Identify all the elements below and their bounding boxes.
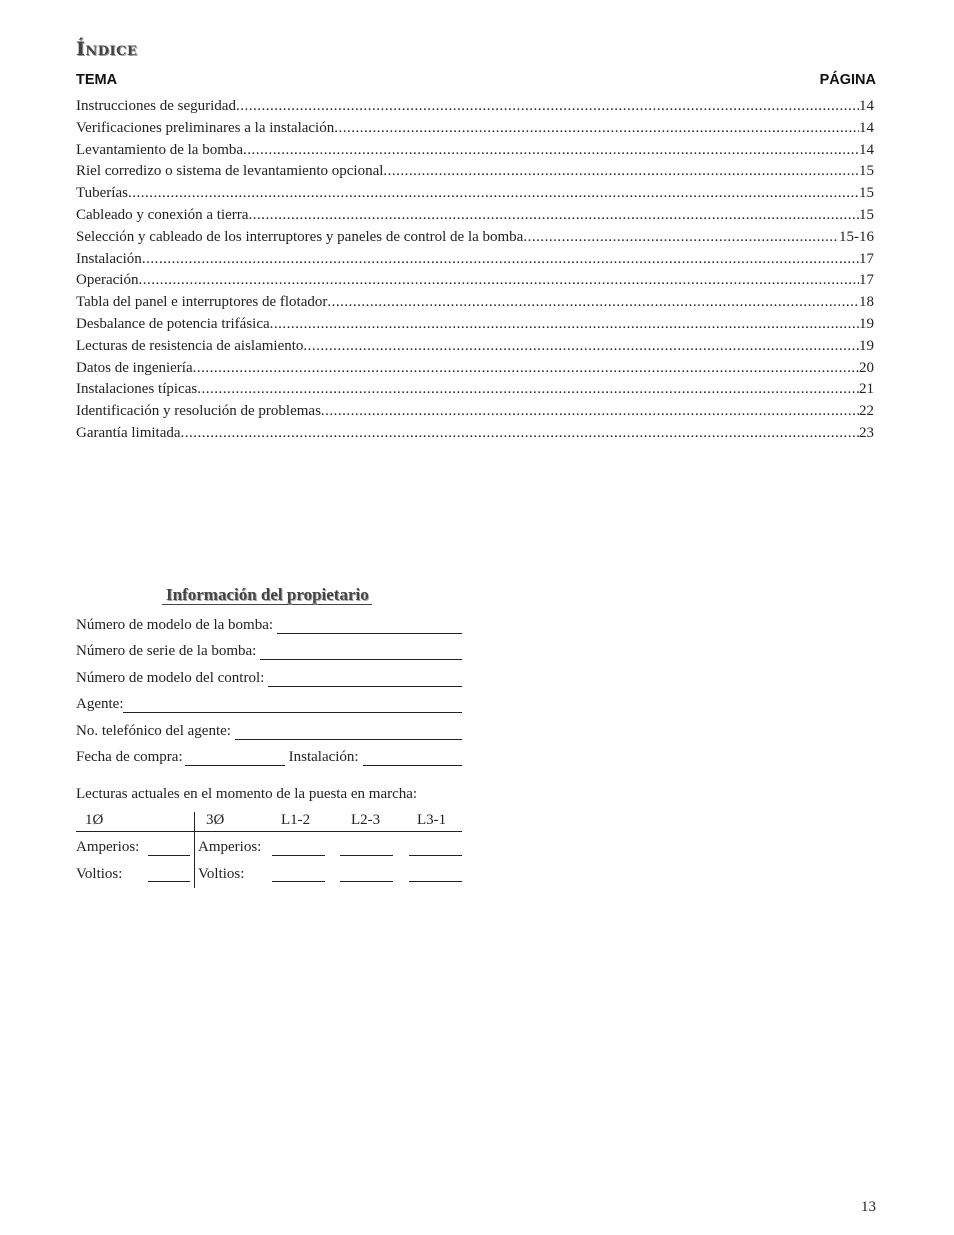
toc-row	[76, 163, 874, 185]
toc-page: 15	[859, 206, 874, 223]
toc-page: 21	[859, 381, 874, 398]
toc-page: 14	[859, 141, 874, 158]
pump-serial-blank[interactable]	[260, 645, 462, 660]
agent-phone-blank[interactable]	[235, 725, 462, 740]
purchase-installation-field	[76, 749, 462, 766]
toc-topic: Tuberías	[76, 185, 128, 202]
pump-model-field	[76, 617, 462, 634]
toc-page: 17	[859, 250, 874, 267]
toc-leader	[270, 316, 859, 333]
pump-serial-label: Número de serie de la bomba:	[76, 643, 257, 659]
toc-header-topic: TEMA	[76, 72, 118, 88]
single-phase-header: 1Ø	[85, 812, 104, 828]
toc-topic: Tabla del panel e interruptores de flotador	[76, 294, 328, 311]
toc-page: 18	[859, 294, 874, 311]
toc-leader	[236, 98, 859, 115]
table-divider-horizontal	[76, 831, 462, 832]
toc-leader	[303, 338, 859, 355]
toc-topic: Cableado y conexión a tierra	[76, 206, 249, 223]
toc-page: 15	[859, 185, 874, 202]
control-model-label: Número de modelo del control:	[76, 670, 265, 686]
toc-leader	[334, 120, 859, 137]
single-phase-amps-blank[interactable]	[148, 855, 190, 856]
toc-leader	[128, 185, 859, 202]
control-model-blank[interactable]	[268, 672, 462, 687]
table-divider-vertical	[194, 812, 195, 888]
toc-row	[76, 142, 874, 164]
toc-leader	[181, 425, 859, 442]
toc-leader	[138, 272, 859, 289]
toc-page: 14	[859, 119, 874, 136]
amps-l2-3-blank[interactable]	[340, 855, 393, 856]
volts-l2-3-blank[interactable]	[340, 881, 393, 882]
toc-page: 15	[859, 163, 874, 180]
toc-row	[76, 294, 874, 316]
toc-page: 17	[859, 272, 874, 289]
toc-leader	[197, 381, 859, 398]
toc-topic: Instrucciones de seguridad	[76, 98, 236, 114]
toc-page: 19	[859, 337, 874, 354]
toc-page: 14	[859, 98, 874, 114]
toc-leader	[327, 294, 859, 311]
agent-label: Agente:	[76, 696, 124, 712]
owner-info-title: Información del propietario	[162, 585, 372, 605]
control-model-field	[76, 670, 462, 687]
toc-row	[76, 272, 874, 294]
toc-topic: Identificación y resolución de problemas	[76, 403, 321, 420]
toc-row	[76, 360, 874, 382]
toc-page: 23	[859, 424, 874, 441]
l3-1-header: L3-1	[417, 812, 447, 828]
toc-page: 19	[859, 315, 874, 332]
toc-topic: Desbalance de potencia trifásica	[76, 315, 270, 332]
toc-row	[76, 185, 874, 207]
toc-leader	[142, 251, 859, 268]
toc-header-page: PÁGINA	[819, 72, 876, 88]
l2-3-header: L2-3	[351, 812, 381, 828]
toc-leader	[523, 229, 839, 246]
three-phase-amps-label: Amperios:	[198, 839, 262, 855]
toc-row	[76, 229, 874, 251]
toc-leader	[383, 163, 859, 180]
volts-l3-1-blank[interactable]	[409, 881, 462, 882]
toc-page: 22	[859, 403, 874, 420]
installation-blank[interactable]	[363, 751, 462, 766]
amps-l1-2-blank[interactable]	[272, 855, 325, 856]
table-of-contents	[76, 98, 874, 447]
page-number: 13	[861, 1199, 876, 1215]
pump-model-blank[interactable]	[277, 619, 462, 634]
toc-page: 20	[859, 359, 874, 376]
pump-serial-field	[76, 643, 462, 660]
toc-topic: Garantía limitada	[76, 424, 181, 441]
amps-l3-1-blank[interactable]	[409, 855, 462, 856]
toc-row	[76, 403, 874, 425]
toc-leader	[193, 360, 859, 377]
toc-row	[76, 120, 874, 142]
purchase-date-blank[interactable]	[185, 751, 285, 766]
toc-row	[76, 316, 874, 338]
toc-page: 15-16	[839, 228, 874, 245]
toc-topic: Selección y cableado de los interruptores y paneles de control de la bomba	[76, 228, 524, 245]
single-phase-amps-label: Amperios:	[76, 839, 140, 855]
l1-2-header: L1-2	[281, 812, 311, 828]
toc-row	[76, 425, 874, 447]
toc-leader	[243, 142, 859, 159]
toc-row	[76, 381, 874, 403]
toc-topic: Operación	[76, 272, 139, 289]
three-phase-header: 3Ø	[206, 812, 225, 828]
agent-field	[76, 696, 462, 713]
three-phase-volts-label: Voltios:	[198, 866, 245, 882]
toc-topic: Lecturas de resistencia de aislamiento	[76, 337, 304, 354]
pump-model-label: Número de modelo de la bomba:	[76, 617, 274, 633]
page-title: Índice	[76, 38, 138, 60]
toc-topic: Verificaciones preliminares a la instalación	[76, 119, 335, 136]
toc-topic: Datos de ingeniería	[76, 359, 193, 376]
readings-label: Lecturas actuales en el momento de la puesta en marcha:	[76, 786, 418, 802]
toc-row	[76, 98, 874, 120]
agent-blank[interactable]	[123, 698, 462, 713]
volts-l1-2-blank[interactable]	[272, 881, 325, 882]
toc-row	[76, 251, 874, 273]
toc-row	[76, 338, 874, 360]
toc-topic: Riel corredizo o sistema de levantamiento opcional	[76, 163, 384, 180]
installation-label: Instalación:	[288, 749, 359, 765]
single-phase-volts-blank[interactable]	[148, 881, 190, 882]
toc-leader	[248, 207, 859, 224]
agent-phone-field	[76, 723, 462, 740]
readings-table	[76, 812, 462, 888]
single-phase-volts-label: Voltios:	[76, 866, 123, 882]
toc-topic: Instalación	[76, 250, 142, 267]
toc-row	[76, 207, 874, 229]
agent-phone-label: No. telefónico del agente:	[76, 723, 231, 739]
toc-topic: Levantamiento de la bomba	[76, 141, 244, 158]
toc-topic: Instalaciones típicas	[76, 381, 198, 398]
purchase-date-label: Fecha de compra:	[76, 749, 183, 765]
toc-leader	[321, 403, 859, 420]
